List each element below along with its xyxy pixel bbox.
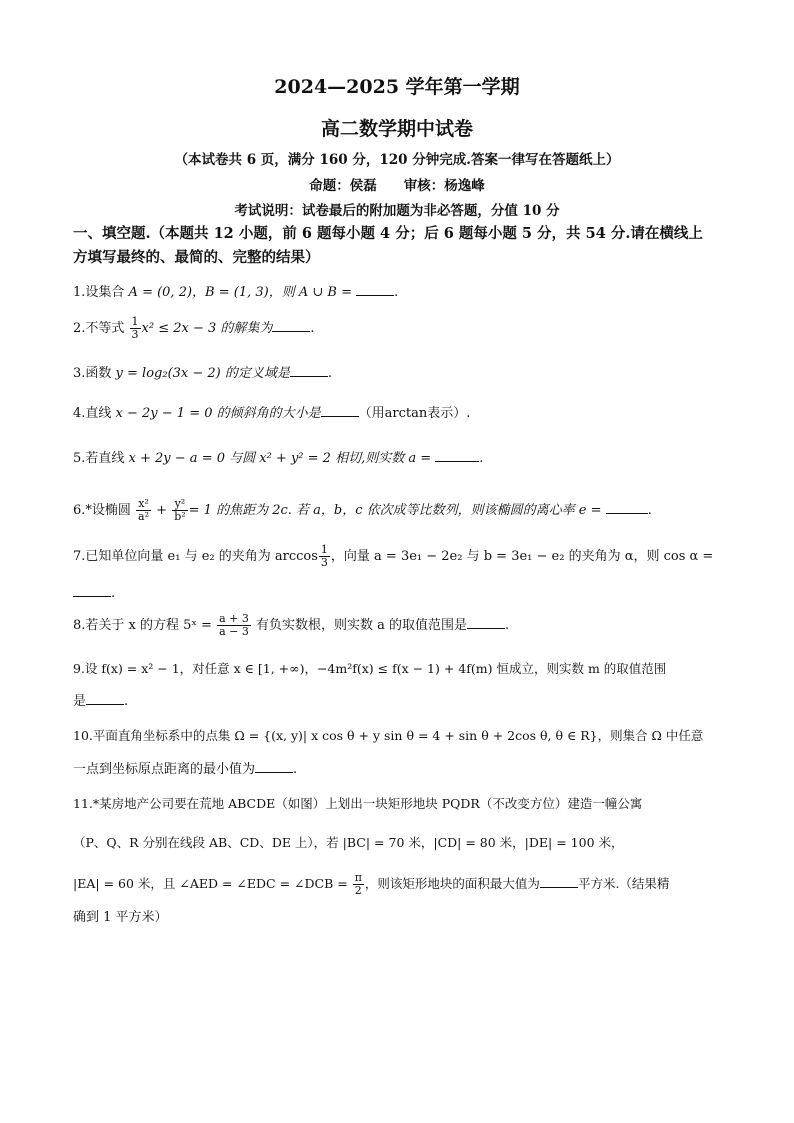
question-7: 7.已知单位向量 e₁ 与 e₂ 的夹角为 arccos $\frac{1}{3}$ ，向量 a = 3e₁ − 2e₂ 与 b = 3e₁ − e₂ 的夹角为 α，则 cos α = <box>73 543 714 569</box>
answer-blank <box>435 447 479 462</box>
fraction: $\frac{a + 3}{a - 3}$ <box>219 612 249 638</box>
answer-blank <box>321 402 359 417</box>
question-9-line2: 是 . <box>73 688 733 716</box>
question-9: 9.设 f(x) = x² − 1，对任意 x ∈ [1, +∞)，−4m²f(x) ≤ f(x − 1) + 4f(m) 恒成立，则实数 m 的取值范围 <box>73 661 667 676</box>
question-3: 3.函数 y = log₂(3x − 2) 的定义域是 . <box>73 360 733 388</box>
question-2: 2.不等式 $\frac{1}{3}$ x² ≤ 2x − 3 的解集为 . <box>73 315 315 341</box>
question-11: 11.*某房地产公司要在荒地 ABCDE（如图）上划出一块矩形地块 PQDR（不改变方位）建造一幢公寓 <box>73 796 643 811</box>
exam-authors: 命题：侯磊 审核：杨逸峰 <box>309 178 485 194</box>
question-5: 5.若直线 x + 2y − a = 0 与圆 x² + y² = 2 相切,则实数 a = . <box>73 445 733 473</box>
section-heading: 一、填空题.（本题共 12 小题，前 6 题每小题 4 分；后 6 题每小题 5 分，共 54 分.请在横线上方填写最终的、最简的、完整的结果） <box>73 225 703 266</box>
exam-instructions: 考试说明：试卷最后的附加题为非必答题，分值 10 分 <box>234 203 560 219</box>
fraction: $\frac{1}{3}$ <box>131 315 139 341</box>
question-6: 6.*设椭圆 $\frac{\text{x²}}{\text{a²}}$ + $\frac{\text{y²}}{\text{b²}}$ = 1 的焦距为 2c. 若 a，b，c 依次成等比数列，则该椭圆的离心率 e = . <box>73 497 652 523</box>
question-10-line2: 一点到坐标原点距离的最小值为 . <box>73 756 733 784</box>
question-4: 4.直线 x − 2y − 1 = 0 的倾斜角的大小是 （用arctan表示）. <box>73 400 733 428</box>
question-7-answer-line: . <box>73 580 733 608</box>
answer-blank <box>540 873 578 888</box>
answer-blank <box>356 281 394 296</box>
question-11-line3: |EA| = 60 米，且 ∠AED = ∠EDC = ∠DCB = $\frac{\pi}{2}$ ，则该矩形地块的面积最大值为 平方米.（结果精 <box>73 871 670 897</box>
question-8: 8.若关于 x 的方程 5ˣ = $\frac{a + 3}{a - 3}$ 有负实数根，则实数 a 的取值范围是 . <box>73 612 510 638</box>
school-year-title: 2024—2025 学年第一学期 <box>274 76 520 98</box>
answer-blank <box>606 499 648 514</box>
answer-blank <box>255 758 293 773</box>
answer-blank <box>73 582 111 597</box>
fraction: $\frac{1}{3}$ <box>320 543 328 569</box>
fraction: $\frac{\pi}{2}$ <box>354 871 362 897</box>
exam-note: （本试卷共 6 页，满分 160 分，120 分钟完成.答案一律写在答题纸上） <box>174 152 620 168</box>
question-11-line4: 确到 1 平方米） <box>73 910 168 925</box>
fraction: $\frac{\text{y²}}{\text{b²}}$ <box>174 497 186 523</box>
question-11-line2: （P、Q、R 分别在线段 AB、CD、DE 上），若 |BC| = 70 米，|CD| = 80 米，|DE| = 100 米， <box>73 835 624 850</box>
answer-blank <box>467 614 505 629</box>
answer-blank <box>290 362 328 377</box>
question-10: 10.平面直角坐标系中的点集 Ω = {(x, y)| x cos θ + y sin θ = 4 + sin θ + 2cos θ, θ ∈ R}，则集合 Ω 中任意 <box>73 728 704 743</box>
fraction: $\frac{\text{x²}}{\text{a²}}$ <box>138 497 150 523</box>
exam-title: 高二数学期中试卷 <box>320 118 473 140</box>
answer-blank <box>272 317 310 332</box>
answer-blank <box>86 690 124 705</box>
question-1: 1.设集合 A = (0, 2)，B = (1, 3)，则 A ∪ B = . <box>73 279 733 307</box>
